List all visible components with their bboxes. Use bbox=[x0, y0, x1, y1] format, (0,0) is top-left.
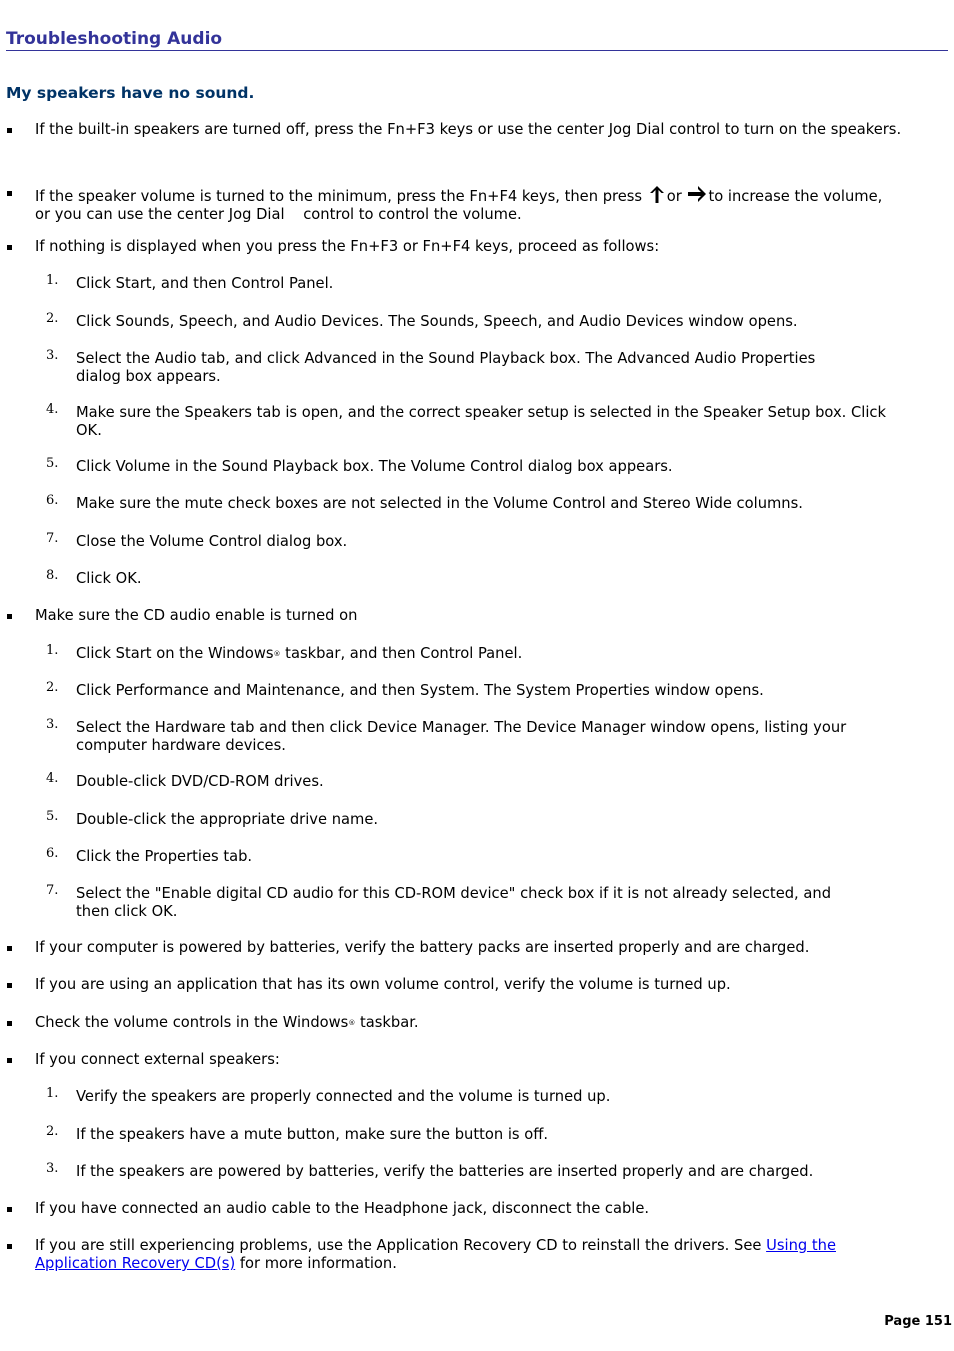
step-number: 2. bbox=[46, 680, 59, 695]
arrow-right-icon bbox=[686, 184, 708, 204]
bullet-text: Make sure the CD audio enable is turned on bbox=[35, 607, 358, 624]
bullet-text: If nothing is displayed when you press the Fn+F3 or Fn+F4 keys, proceed as follows: bbox=[35, 238, 660, 255]
bullet-text: taskbar. bbox=[355, 1014, 419, 1031]
step-item bbox=[46, 771, 896, 791]
step-number: 1. bbox=[46, 1086, 59, 1101]
step-item bbox=[46, 643, 896, 663]
step-number: 8. bbox=[46, 568, 59, 583]
bullet-icon bbox=[7, 946, 12, 951]
list-item bbox=[35, 939, 915, 957]
step-number: 2. bbox=[46, 1124, 59, 1139]
step-text: Double-click the appropriate drive name. bbox=[76, 811, 379, 828]
step-number: 4. bbox=[46, 771, 59, 786]
list-item bbox=[35, 121, 915, 139]
step-text: Make sure the mute check boxes are not selected in the Volume Control and Stereo Wide columns. bbox=[76, 495, 803, 512]
bullet-icon bbox=[7, 983, 12, 988]
step-text: Click Start, and then Control Panel. bbox=[76, 275, 334, 292]
step-text: Click Start on the Windows bbox=[76, 645, 274, 662]
step-text: Click Sounds, Speech, and Audio Devices. The Sounds, Speech, and Audio Devices window opens. bbox=[76, 313, 798, 330]
step-number: 7. bbox=[46, 531, 59, 546]
step-text: taskbar, and then Control Panel. bbox=[280, 645, 523, 662]
arrow-up-icon bbox=[647, 184, 667, 204]
step-item bbox=[46, 883, 866, 921]
step-item bbox=[46, 531, 896, 551]
step-text: Click the Properties tab. bbox=[76, 848, 253, 865]
step-item bbox=[46, 273, 896, 293]
step-text: Close the Volume Control dialog box. bbox=[76, 533, 348, 550]
step-item bbox=[46, 1086, 896, 1106]
list-item bbox=[35, 1237, 885, 1273]
step-item bbox=[46, 456, 896, 476]
bullet-text: or bbox=[666, 188, 687, 205]
bullet-text: If you have connected an audio cable to the Headphone jack, disconnect the cable. bbox=[35, 1200, 650, 1217]
list-item bbox=[35, 1051, 915, 1069]
bullet-text: If you connect external speakers: bbox=[35, 1051, 280, 1068]
list-item bbox=[35, 1014, 915, 1032]
bullet-icon bbox=[7, 614, 12, 619]
step-number: 3. bbox=[46, 348, 59, 363]
bullet-text: If you are using an application that has its own volume control, verify the volume is turned up. bbox=[35, 976, 731, 993]
step-item bbox=[46, 717, 876, 755]
bullet-text: If your computer is powered by batteries, verify the battery packs are inserted properly and are charged. bbox=[35, 939, 810, 956]
recovery-cd-link[interactable]: Using the Application Recovery CD(s) bbox=[35, 1237, 836, 1272]
step-item bbox=[46, 402, 886, 440]
registered-mark: ® bbox=[273, 650, 281, 658]
step-text: Click OK. bbox=[76, 570, 142, 587]
step-text: Make sure the Speakers tab is open, and the correct speaker setup is selected in the Speaker Setup box. Click OK. bbox=[76, 404, 886, 439]
bullet-icon bbox=[7, 1058, 12, 1063]
step-number: 1. bbox=[46, 643, 59, 658]
registered-mark: ® bbox=[348, 1019, 356, 1027]
section-heading: My speakers have no sound. bbox=[6, 84, 255, 102]
bullet-icon bbox=[7, 1021, 12, 1026]
step-text: Double-click DVD/CD-ROM drives. bbox=[76, 773, 324, 790]
bullet-text: Check the volume controls in the Windows bbox=[35, 1014, 349, 1031]
step-item bbox=[46, 568, 896, 588]
step-number: 3. bbox=[46, 1161, 59, 1176]
bullet-icon bbox=[7, 128, 12, 133]
bullet-icon bbox=[7, 1207, 12, 1212]
page-title: Troubleshooting Audio bbox=[6, 29, 948, 51]
step-item bbox=[46, 809, 896, 829]
step-number: 1. bbox=[46, 273, 59, 288]
page-number: Page 151 bbox=[884, 1314, 952, 1329]
bullet-icon bbox=[7, 245, 12, 250]
step-text: Select the Audio tab, and click Advanced in the Sound Playback box. The Advanced Audio Properties dialog box appears. bbox=[76, 350, 816, 385]
step-text: Select the Hardware tab and then click Device Manager. The Device Manager window opens, listing your computer hardware devices. bbox=[76, 719, 847, 754]
bullet-icon bbox=[7, 1244, 12, 1249]
step-number: 3. bbox=[46, 717, 59, 732]
step-number: 5. bbox=[46, 456, 59, 471]
list-item bbox=[35, 607, 915, 625]
bullet-text: to increase the volume, bbox=[708, 188, 883, 205]
step-item bbox=[46, 680, 896, 700]
list-item bbox=[35, 1200, 915, 1218]
step-number: 6. bbox=[46, 846, 59, 861]
step-number: 2. bbox=[46, 311, 59, 326]
step-number: 6. bbox=[46, 493, 59, 508]
step-item bbox=[46, 1124, 896, 1144]
step-text: Verify the speakers are properly connected and the volume is turned up. bbox=[76, 1088, 611, 1105]
bullet-text: If the speaker volume is turned to the minimum, press the Fn+F4 keys, then press bbox=[35, 188, 647, 205]
bullet-text: or you can use the center Jog Dial control to control the volume. bbox=[35, 206, 522, 223]
list-item bbox=[35, 976, 915, 994]
step-text: Select the "Enable digital CD audio for this CD-ROM device" check box if it is not already selected, and then click OK. bbox=[76, 885, 832, 920]
bullet-text: If the built-in speakers are turned off, press the Fn+F3 keys or use the center Jog Dial control to turn on the speakers. bbox=[35, 121, 902, 138]
step-text: If the speakers have a mute button, make sure the button is off. bbox=[76, 1126, 549, 1143]
step-item bbox=[46, 348, 846, 386]
bullet-icon bbox=[7, 191, 12, 196]
step-item bbox=[46, 311, 896, 331]
list-item bbox=[35, 184, 915, 224]
step-number: 7. bbox=[46, 883, 59, 898]
bullet-text: for more information. bbox=[235, 1255, 397, 1272]
step-item bbox=[46, 1161, 896, 1181]
list-item bbox=[35, 238, 915, 256]
step-item bbox=[46, 846, 896, 866]
step-text: If the speakers are powered by batteries, verify the batteries are inserted properly and are charged. bbox=[76, 1163, 814, 1180]
step-number: 5. bbox=[46, 809, 59, 824]
bullet-text: If you are still experiencing problems, use the Application Recovery CD to reinstall the drivers. See bbox=[35, 1237, 767, 1254]
step-number: 4. bbox=[46, 402, 59, 417]
step-text: Click Volume in the Sound Playback box. The Volume Control dialog box appears. bbox=[76, 458, 673, 475]
step-text: Click Performance and Maintenance, and then System. The System Properties window opens. bbox=[76, 682, 764, 699]
step-item bbox=[46, 493, 896, 513]
